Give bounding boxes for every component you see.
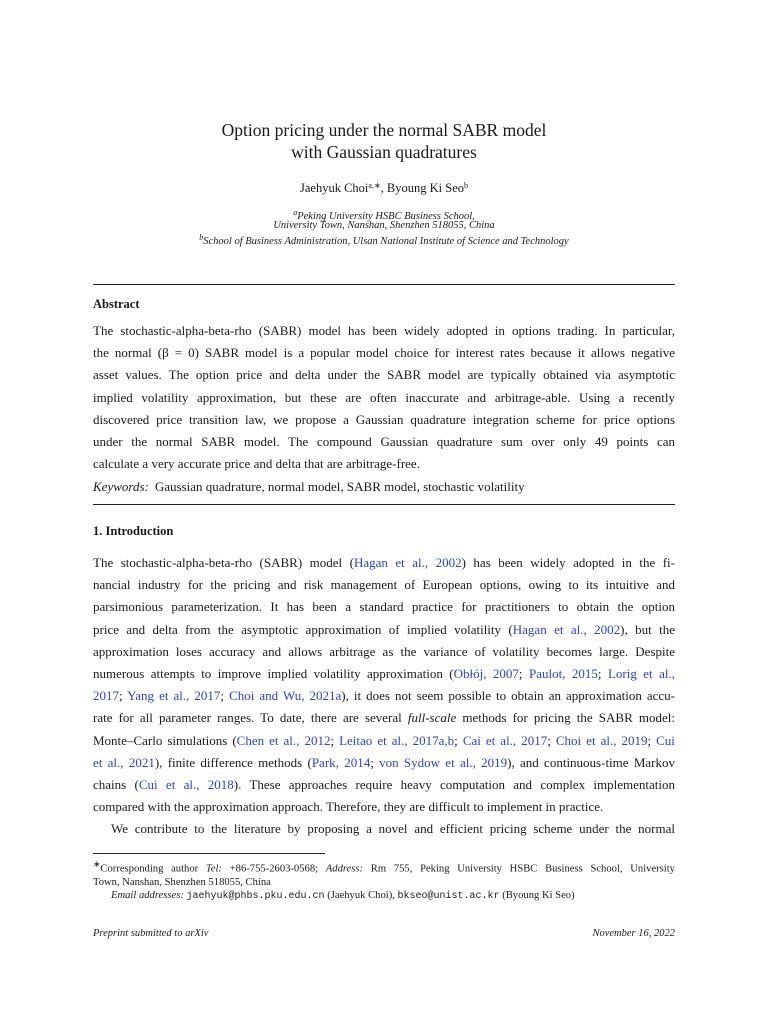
- affiliation-text: School of Business Administration, Ulsan National Institute of Science and Technology: [203, 236, 569, 247]
- footnote-line: Town, Nanshan, Shenzhen 518055, China: [93, 876, 271, 888]
- intro-line: [93, 663, 675, 685]
- text: ;: [119, 688, 128, 704]
- abstract-top-rule: [93, 284, 675, 285]
- citation-link[interactable]: Lorig et al.,: [607, 665, 675, 681]
- citation-link[interactable]: Obłój, 2007: [453, 665, 519, 681]
- intro-line: compared with the approximation approach. Therefore, they are difficult to implement in practice.: [93, 799, 604, 815]
- abstract-line: asset values. The option price and delta under the SABR model are typically obtained via asymptotic: [93, 367, 675, 383]
- text: numerous attempts to improve implied volatility approximation (: [93, 665, 454, 681]
- footer-preprint-note: Preprint submitted to arXiv: [93, 928, 209, 939]
- emphasis-text: full-scale: [407, 710, 457, 726]
- text: The stochastic-alpha-beta-rho (SABR) model (: [93, 555, 354, 570]
- text: Monte–Carlo simulations (: [93, 732, 237, 748]
- intro-line: [93, 685, 675, 707]
- keywords-list: Gaussian quadrature, normal model, SABR model, stochastic volatility: [154, 479, 525, 494]
- email-address[interactable]: jaehyuk@phbs.pku.edu.cn: [186, 891, 325, 903]
- intro-line: approximation loses accuracy and allows arbitrage as the variance of volatility becomes large. Despite: [93, 643, 675, 659]
- label: Email addresses:: [111, 890, 184, 902]
- label: Tel:: [205, 863, 222, 875]
- text: Rm 755, Peking University HSBC Business School, University: [363, 863, 675, 875]
- intro-line: [93, 619, 675, 641]
- intro-line: nancial industry for the pricing and risk management of European options, owing to its intuitive and: [93, 577, 675, 593]
- text: chains (: [93, 776, 139, 792]
- text: ;: [454, 732, 463, 748]
- intro-line: [93, 707, 675, 729]
- author-separator: ,: [380, 181, 387, 195]
- text: ;: [647, 732, 657, 748]
- affiliation-b: [0, 231, 768, 248]
- intro-line: [93, 730, 675, 752]
- abstract-line: the normal (β = 0) SABR model is a popular model choice for interest rates because it allows negative: [93, 345, 675, 361]
- citation-link[interactable]: Hagan et al., 2002: [353, 555, 462, 570]
- intro-line: [93, 752, 675, 774]
- abstract-line: under the normal SABR model. The compound Gaussian quadrature sum over only 49 points can: [93, 433, 675, 449]
- footnote: [93, 858, 675, 904]
- abstract-heading: Abstract: [93, 297, 140, 311]
- affiliation-text: Peking University HSBC Business School,: [297, 211, 475, 222]
- author-list: [0, 181, 768, 196]
- citation-link[interactable]: Yang et al., 2017: [127, 688, 221, 704]
- abstract-line: The stochastic-alpha-beta-rho (SABR) model has been widely adopted in options trading. In particular,: [93, 323, 675, 338]
- footer-date: November 16, 2022: [592, 928, 675, 939]
- text: ;: [518, 665, 529, 681]
- author-affiliation-mark: a,∗: [368, 181, 381, 190]
- text: methods for pricing the SABR model:: [456, 710, 675, 726]
- affiliation-a-line2: University Town, Nanshan, Shenzhen 518055, China: [273, 220, 495, 231]
- text: ;: [547, 732, 556, 748]
- intro-line: parsimonious parameterization. It has been a standard practice for practitioners to obtain the option: [93, 599, 675, 615]
- citation-link[interactable]: Choi and Wu, 2021a: [229, 688, 342, 704]
- text: rate for all parameter ranges. To date, there are several: [93, 710, 408, 726]
- abstract-bottom-rule: [93, 504, 675, 505]
- author-affiliation-mark: b: [464, 181, 468, 190]
- citation-link[interactable]: Chen et al., 2012: [236, 732, 331, 748]
- text: ). These approaches require heavy computation and complex implementation: [233, 776, 675, 792]
- paper-title-line1: Option pricing under the normal SABR model: [221, 120, 547, 140]
- citation-link[interactable]: 2017: [93, 688, 119, 704]
- citation-link[interactable]: Paulot, 2015: [528, 665, 598, 681]
- intro-line: [93, 552, 675, 574]
- paper-title-line2: with Gaussian quadratures: [291, 142, 477, 162]
- citation-link[interactable]: Cai et al., 2017: [462, 732, 548, 748]
- text: (Jaehyuk Choi),: [324, 890, 398, 902]
- citation-link[interactable]: Cui et al., 2018: [138, 776, 234, 792]
- text: price and delta from the asymptotic approximation of implied volatility (: [93, 621, 513, 637]
- text: ) has been widely adopted in the fi-: [461, 555, 675, 570]
- affiliation-mark: b: [199, 233, 204, 242]
- text: ;: [330, 732, 340, 748]
- affiliation-mark: a: [293, 208, 298, 217]
- footnote-line: [93, 858, 675, 876]
- abstract-text: [93, 320, 675, 475]
- intro-line: We contribute to the literature by proposing a novel and efficient pricing scheme under the normal: [111, 821, 675, 837]
- text: ), it does not seem possible to obtain an approximation accu-: [341, 688, 676, 704]
- text: +86-755-2603-0568;: [221, 863, 326, 875]
- keywords: [93, 479, 525, 495]
- citation-link[interactable]: et al., 2021: [93, 754, 155, 770]
- text: (Byoung Ki Seo): [499, 890, 575, 902]
- text: ;: [597, 665, 608, 681]
- email-address[interactable]: bkseo@unist.ac.kr: [397, 891, 500, 903]
- citation-link[interactable]: Cui: [656, 732, 675, 748]
- label: Address:: [325, 863, 364, 875]
- author-name: Byoung Ki Seo: [386, 181, 464, 195]
- abstract-line: calculate a very accurate price and delta that are arbitrage-free.: [93, 456, 420, 472]
- abstract-line: discovered price transition law, we propose a Gaussian quadrature integration scheme for price options: [93, 411, 675, 427]
- text: ), finite difference methods (: [154, 754, 312, 770]
- footnote-mark: ∗: [93, 859, 101, 869]
- intro-line: [93, 774, 675, 796]
- citation-link[interactable]: Hagan et al., 2002: [512, 621, 621, 637]
- citation-link[interactable]: Park, 2014: [311, 754, 371, 770]
- section-heading-introduction: 1. Introduction: [93, 524, 174, 538]
- footnote-rule: [93, 853, 325, 854]
- citation-link[interactable]: Leitao et al., 2017a,b: [339, 732, 455, 748]
- author-name: Jaehyuk Choi: [299, 181, 369, 195]
- footnote-line: [93, 889, 675, 903]
- text: ), but the: [620, 621, 675, 637]
- citation-link[interactable]: Choi et al., 2019: [555, 732, 648, 748]
- introduction-text: [93, 552, 675, 840]
- text: ), and continuous-time Markov: [507, 754, 675, 770]
- keywords-label: Keywords:: [93, 479, 149, 494]
- text: Corresponding author: [100, 863, 206, 875]
- citation-link[interactable]: von Sydow et al., 2019: [379, 754, 508, 770]
- text: ;: [220, 688, 230, 704]
- text: ;: [370, 754, 380, 770]
- abstract-line: implied volatility approximation, but these are often inaccurate and arbitrage-able. Using a recently: [93, 389, 675, 405]
